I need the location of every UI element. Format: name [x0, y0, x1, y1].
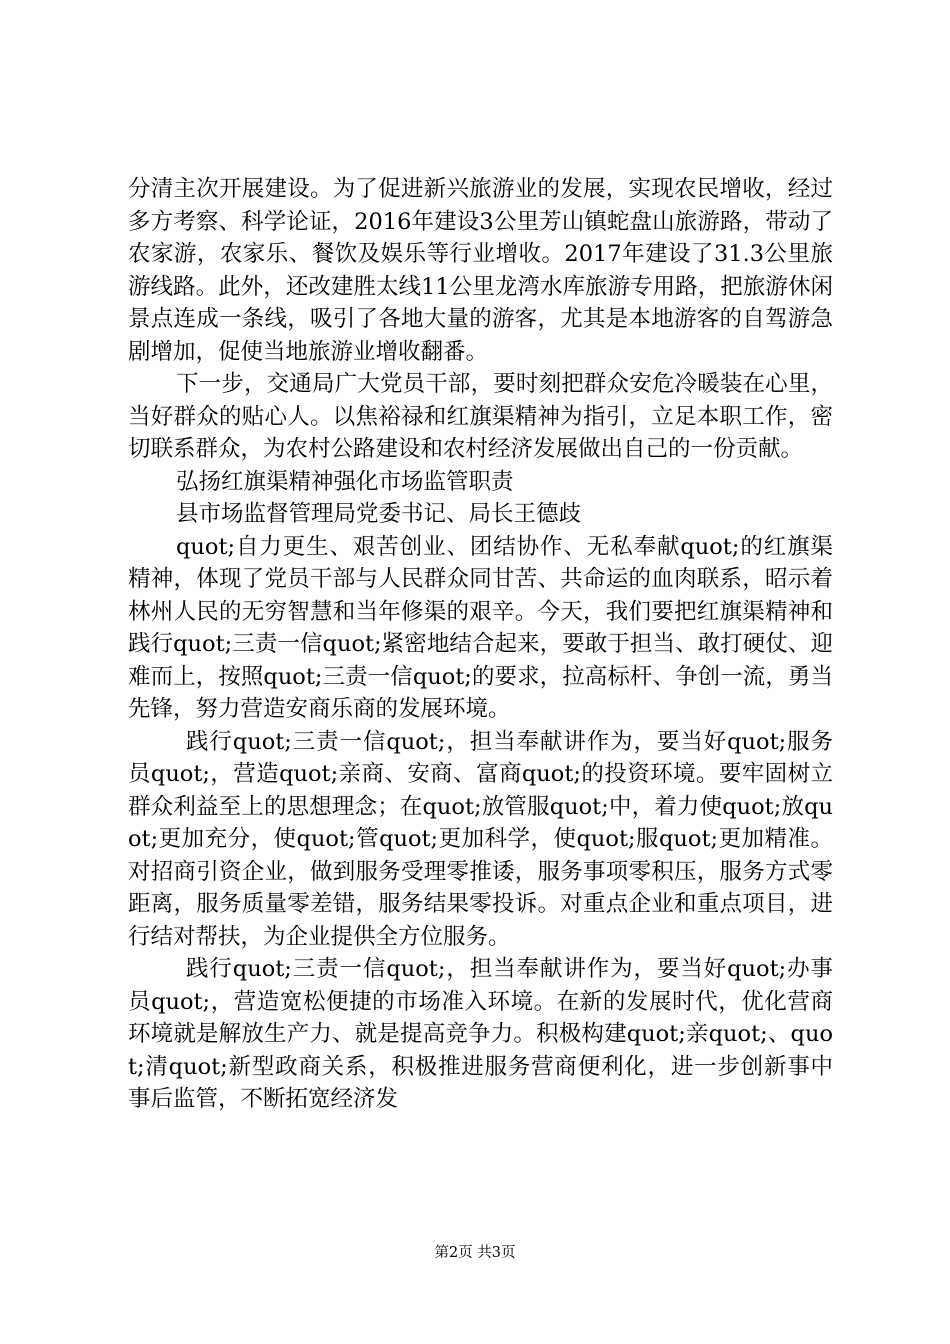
paragraph-next-step: 下一步，交通局广大党员干部，要时刻把群众安危冷暖装在心里，当好群众的贴心人。以焦裕禄和红旗渠精神为指引，立足本职工作，密切联系群众，为农村公路建设和农村经济发展做出自己的一份贡献。	[128, 371, 833, 462]
paragraph-service-staff: 践行quot;三责一信quot;，担当奉献讲作为，要当好quot;服务员quot;，营造quot;亲商、安商、富商quot;的投资环境。要牢固树立群众利益至上的思想理念；在quot;放管服quot;中，着力使quot;放quot;更加充分，使quot;管quot;更加科学，使quot;服quot;更加精准。对招商引资企业，做到服务受理零推诿，服务事项零积压，服务方式零距离，服务质量零差错，服务结果零投诉。对重点企业和重点项目，进行结对帮扶，为企业提供全方位服务。	[128, 728, 833, 950]
article-title: 弘扬红旗渠精神强化市场监管职责	[176, 468, 514, 495]
paragraph-tourism-roads: 分清主次开展建设。为了促进新兴旅游业的发展，实现农民增收，经过多方考察、科学论证，2016年建设3公里芳山镇蛇盘山旅游路，带动了农家游，农家乐、餐饮及娱乐等行业增收。2017年建设了31.3公里旅游线路。此外，还改建胜太线11公里龙湾水库旅游专用路，把旅游休闲景点连成一条线，吸引了各地大量的游客，尤其是本地游客的自驾游急剧增加，促使当地旅游业增收翻番。	[128, 176, 833, 365]
article-author: 县市场监督管理局党委书记、局长王德歧	[176, 501, 582, 527]
paragraph-hongqiqu-spirit: quot;自力更生、艰苦创业、团结协作、无私奉献quot;的红旗渠精神，体现了党员干部与人民群众同甘苦、共命运的血肉联系，昭示着林州人民的无穷智慧和当年修渠的艰辛。今天，我们要把红旗渠精神和践行quot;三责一信quot;紧密地结合起来，要敢于担当、敢打硬仗、迎难而上，按照quot;三责一信quot;的要求，拉高标杆、争创一流，勇当先锋，努力营造安商乐商的发展环境。	[128, 533, 833, 722]
document-body	[128, 173, 833, 1116]
page-number-footer: 第2页 共3页	[434, 1245, 516, 1261]
paragraph-clerk: 践行quot;三责一信quot;，担当奉献讲作为，要当好quot;办事员quot;，营造宽松便捷的市场准入环境。在新的发展时代，优化营商环境就是解放生产力、就是提高竞争力。积极构建quot;亲quot;、quot;清quot;新型政商关系，积极推进服务营商便利化，进一步创新事中事后监管，不断拓宽经济发	[128, 956, 833, 1112]
